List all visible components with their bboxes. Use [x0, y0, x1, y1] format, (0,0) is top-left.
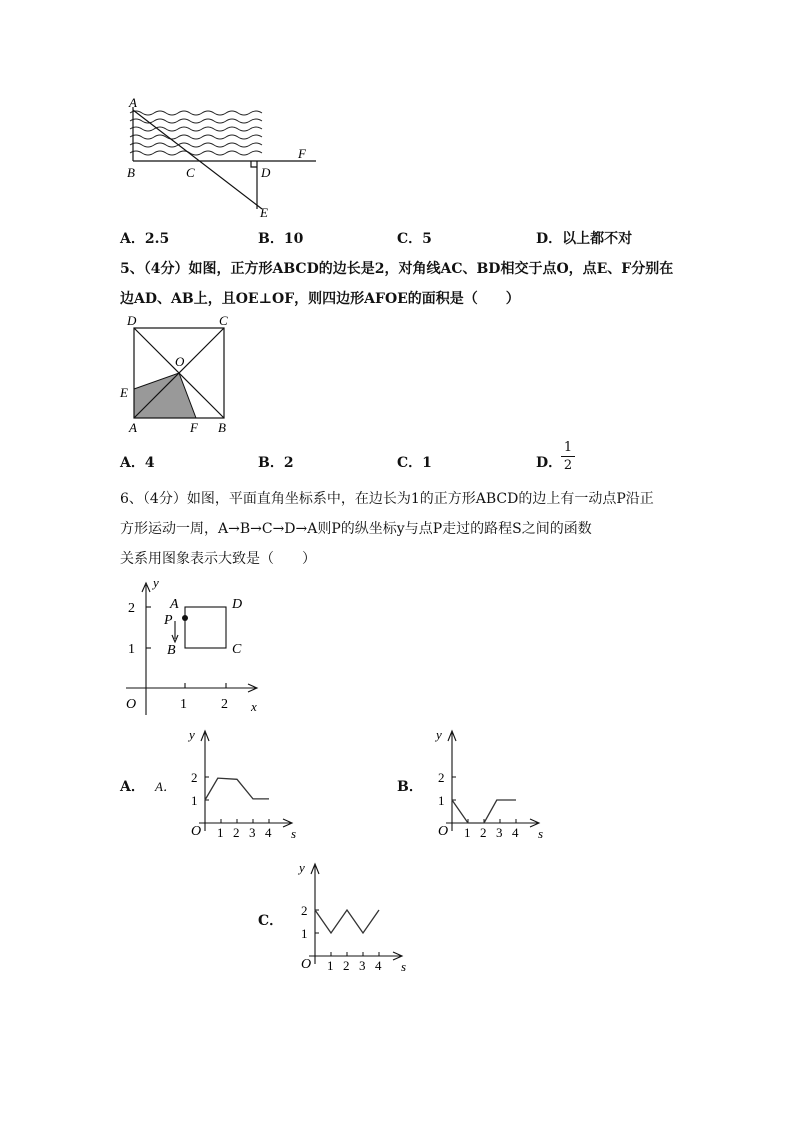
- y-tick-label: 2: [301, 903, 308, 918]
- x-tick-label: 2: [480, 825, 487, 840]
- q6-stem-line1: 6、（4分）如图，平面直角坐标系中，在边长为1的正方形ABCD的边上有一动点P沿正: [120, 491, 654, 507]
- y-tick-label: 2: [438, 770, 445, 785]
- q5-figure: [115, 312, 240, 437]
- y-axis-label: y: [189, 727, 195, 742]
- q6-fig-ytick-1: 1: [128, 642, 135, 657]
- q6-fig-label-D: D: [232, 597, 243, 612]
- q4-label-B: B: [127, 165, 135, 180]
- origin-label: O: [191, 824, 202, 839]
- q6-fig-label-A: A: [170, 597, 179, 612]
- x-axis-label: s: [291, 826, 297, 840]
- q4-label-A: A: [129, 95, 137, 110]
- q5-option-b-letter: B．: [258, 455, 284, 471]
- x-tick-label: 1: [464, 825, 471, 840]
- q5-label-F: F: [190, 420, 198, 435]
- x-axis-label: s: [401, 959, 407, 974]
- x-tick-label: 2: [233, 825, 240, 840]
- q4-figure: [118, 95, 328, 225]
- q5-option-d-letter: D．: [536, 455, 563, 471]
- q6-option-c-letter: C．: [258, 913, 284, 929]
- q5-label-D: D: [127, 313, 137, 328]
- x-tick-label: 3: [359, 958, 366, 973]
- fraction-numerator: 1: [563, 440, 573, 455]
- fraction-denominator: 2: [563, 458, 573, 473]
- q5-label-O: O: [175, 354, 185, 369]
- q6-fig-xtick-1: 1: [180, 697, 187, 712]
- q5-label-C: C: [219, 313, 228, 328]
- q5-option-d: [536, 452, 562, 472]
- q6-fig-label-P: P: [164, 613, 173, 628]
- q5-option-b: [258, 452, 294, 472]
- q6-fig-y-label: y: [153, 575, 159, 590]
- x-tick-label: 1: [217, 825, 224, 840]
- q6-graph-c: [295, 858, 425, 978]
- q4-label-F: F: [298, 146, 306, 161]
- q4-label-C: C: [186, 165, 195, 180]
- q6-graph-b: [432, 725, 557, 840]
- point-p-dot: [182, 615, 188, 621]
- q5-option-a-value: 4: [144, 455, 155, 471]
- x-tick-label: 2: [343, 958, 350, 973]
- y-tick-label: 2: [191, 770, 198, 785]
- q4-option-a-letter: A．: [120, 231, 145, 247]
- x-axis-label: s: [538, 826, 544, 840]
- y-axis-label: y: [299, 860, 305, 875]
- q4-option-a: [120, 228, 169, 248]
- q6-coordinate-figure: [118, 575, 268, 720]
- q5-label-B: B: [218, 420, 226, 435]
- x-tick-label: 4: [375, 958, 382, 973]
- q4-option-b-letter: B．: [258, 231, 284, 247]
- q6-fig-origin: O: [126, 697, 137, 712]
- y-axis-label: y: [436, 727, 442, 742]
- origin-label: O: [438, 824, 449, 839]
- q4-label-E: E: [260, 205, 268, 220]
- q6-option-a-letter: A．: [120, 779, 145, 795]
- q5-shaded-region: [134, 373, 196, 418]
- q6-option-b-letter: B．: [397, 779, 423, 795]
- q5-option-a-letter: A．: [120, 455, 145, 471]
- q6-option-a-extra-label: A．: [155, 779, 176, 794]
- q4-label-D: D: [261, 165, 271, 180]
- y-tick-label: 1: [301, 926, 308, 941]
- q4-option-b: [258, 228, 303, 248]
- x-tick-label: 4: [512, 825, 519, 840]
- q4-option-b-value: 10: [283, 231, 304, 247]
- q6-stem-line2: 方形运动一周，A→B→C→D→A则P的纵坐标y与点P走过的路程S之间的函数: [120, 521, 592, 537]
- y-tick-label: 1: [438, 793, 445, 808]
- x-tick-label: 1: [327, 958, 334, 973]
- q4-option-c-value: 5: [422, 231, 432, 247]
- q4-option-d-value: 以上都不对: [562, 231, 633, 247]
- y-tick-label: 1: [191, 793, 198, 808]
- q5-option-c-value: 1: [422, 455, 432, 471]
- q6-stem-line3: 关系用图象表示大致是（ ）: [120, 551, 316, 567]
- q6-fig-label-B: B: [167, 643, 176, 658]
- q4-option-a-value: 2.5: [144, 231, 170, 247]
- fraction-bar: [561, 456, 575, 457]
- function-curve: [205, 778, 269, 800]
- q5-option-c-letter: C．: [397, 455, 423, 471]
- q5-label-A: A: [129, 420, 137, 435]
- q4-option-d: [536, 228, 632, 248]
- q4-option-d-letter: D．: [536, 231, 563, 247]
- water-waves: [130, 111, 262, 155]
- origin-label: O: [301, 957, 312, 972]
- q6-fig-ytick-2: 2: [128, 601, 135, 616]
- function-curve: [315, 910, 379, 933]
- q6-fig-x-label: x: [251, 699, 257, 714]
- q4-option-c: [397, 228, 432, 248]
- x-tick-label: 3: [496, 825, 503, 840]
- q6-fig-xtick-2: 2: [221, 697, 228, 712]
- x-tick-label: 3: [249, 825, 256, 840]
- q5-option-c: [397, 452, 432, 472]
- x-tick-label: 4: [265, 825, 272, 840]
- q5-label-E: E: [120, 385, 128, 400]
- q6-fig-label-C: C: [232, 642, 242, 657]
- q4-option-c-letter: C．: [397, 231, 423, 247]
- q5-option-a: [120, 452, 155, 472]
- q5-stem-line1: 5、（4分）如图，正方形ABCD的边长是2，对角线AC、BD相交于点O，点E、F分别在: [120, 261, 674, 277]
- q5-option-b-value: 2: [283, 455, 294, 471]
- q5-stem-line2: 边AD、AB上，且OE⊥OF，则四边形AFOE的面积是（ ）: [120, 291, 520, 307]
- q5-option-d-fraction: [561, 440, 575, 473]
- q6-graph-a: [185, 725, 310, 840]
